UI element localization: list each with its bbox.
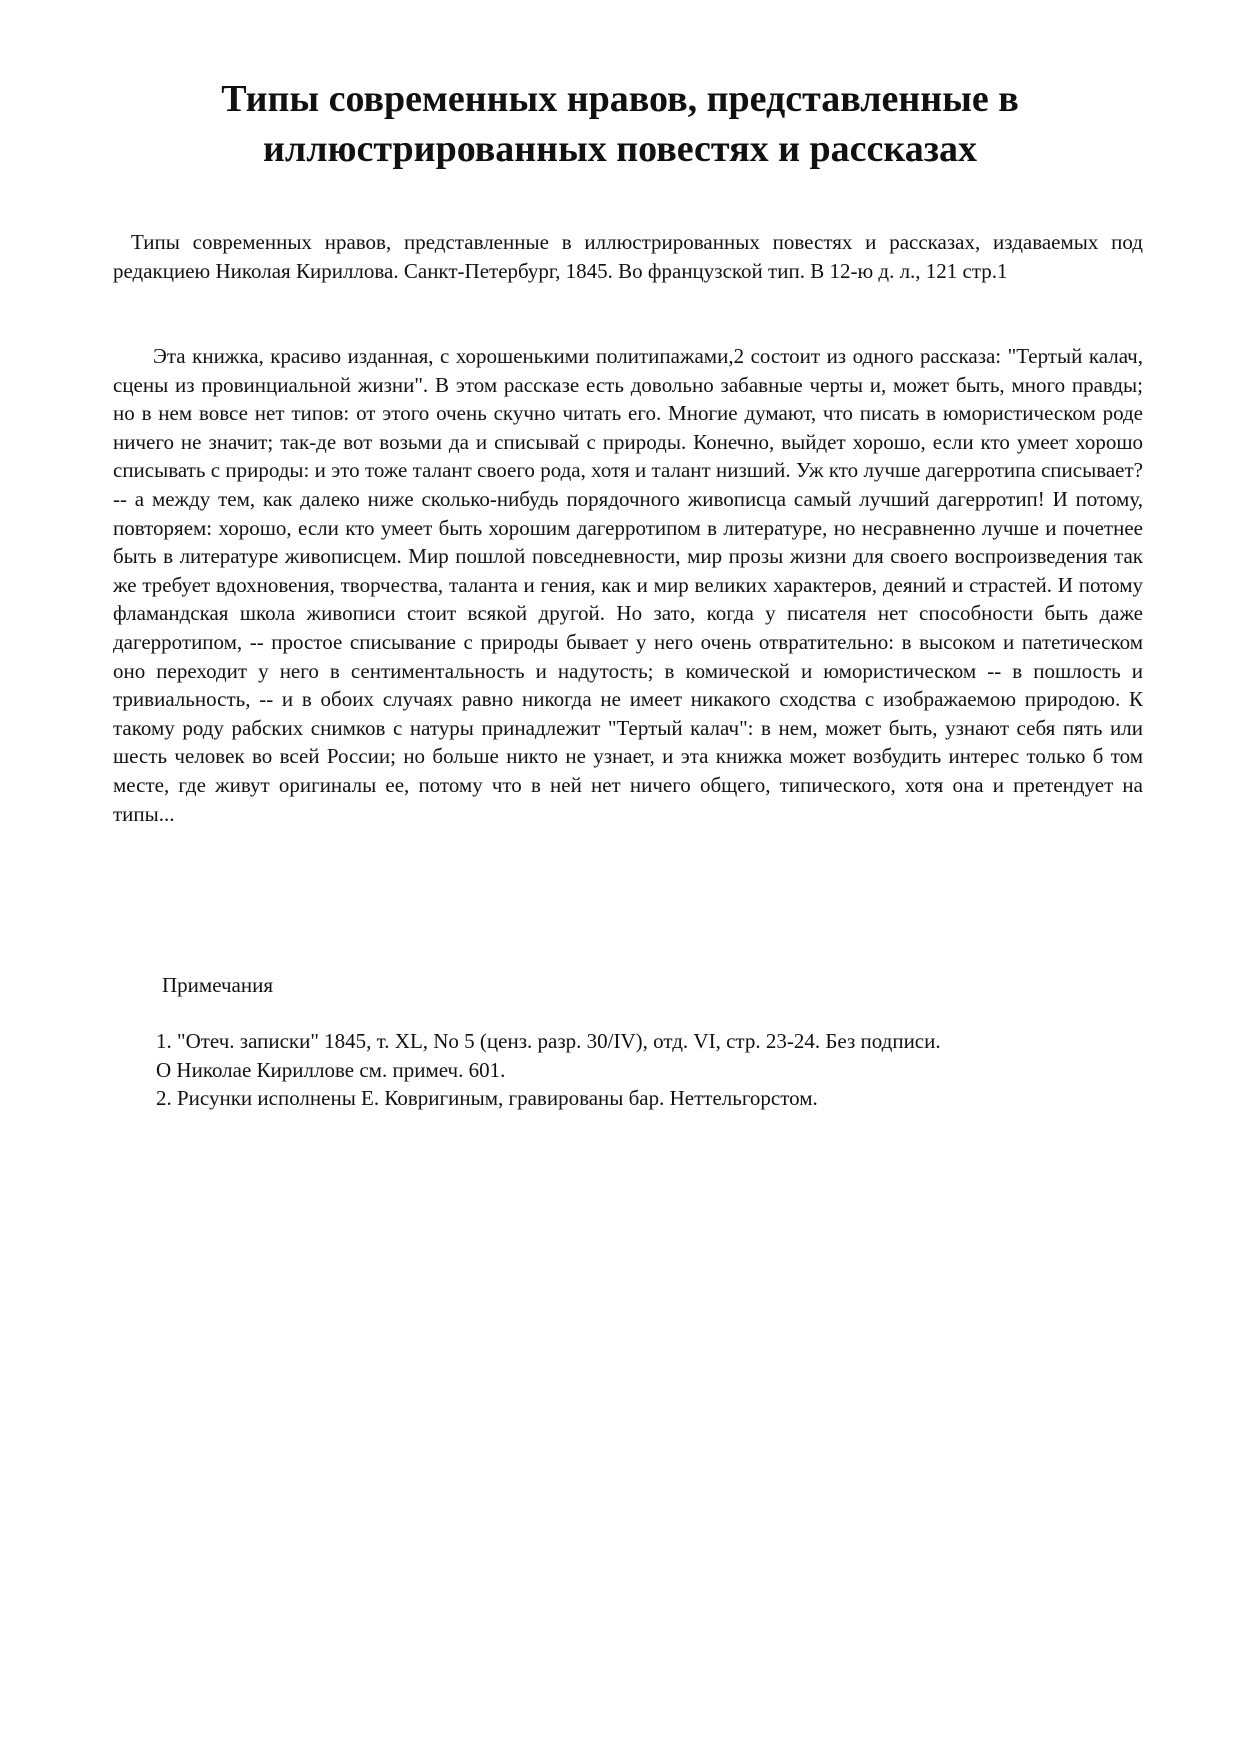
note-item: 2. Рисунки исполнены Е. Ковригиным, гравированы бар. Неттельгорстом. xyxy=(156,1086,818,1111)
review-text: Эта книжка, красиво изданная, с хорошенькими политипажами,2 состоит из одного рассказа: "Тертый калач, сцены из провинциальной жизни". В этом рассказе есть довольно забавные черты и, может быть, много правды; но в нем вовсе нет типов: от этого очень скучно читать его. Многие думают, что писать в юмористическом роде ничего не значит; так-де вот возьми да и списывай с природы. Конечно, выйдет хорошо, если кто умеет хорошо списывать с природы: и это тоже талант своего рода, хотя и талант низший. Уж кто лучше дагерротипа списывает? -- а между тем, как далеко ниже сколько-нибудь порядочного живописца самый лучший дагерротип! И потому, повторяем: хорошо, если кто умеет быть хорошим дагерротипом в литературе, но несравненно лучше и почетнее быть в литературе живописцем. Мир пошлой повседневности, мир прозы жизни для своего воспроизведения так же требует вдохновения, творчества, таланта и гения, как и мир великих характеров, деяний и страстей. И потому фламандская школа живописи стоит всякой другой. Но зато, когда у писателя нет способности быть даже дагерротипом, -- простое списывание с природы бывает у него очень отвратительно: в высоком и патетическом оно переходит у него в сентиментальность и надутость; в комической и юмористическом -- в пошлость и тривиальность, -- и в обоих случаях равно никогда не имеет никакого сходства с изображаемою природою. К такому роду рабских снимков с натуры принадлежит "Тертый калач": в нем, может быть, узнают себя пять или шесть человек во всей России; но больше никто не узнает, и эта книжка может возбудить интерес только б том месте, где живут оригиналы ее, потому что в ней нет ничего общего, типического, хотя она и претендует на типы... xyxy=(113,344,1143,826)
bibliographic-entry: Типы современных нравов, представленные в иллюстрированных повестях и рассказах, издаваемых под редакциею Николая Кириллова. Санкт-Петербург, 1845. Во французской тип. В 12-ю д. л., 121 стр.1 xyxy=(113,230,1143,283)
notes-list xyxy=(156,1027,1116,1113)
page-title: Типы современных нравов, представленные в иллюстрированных повестях и рассказах xyxy=(221,78,1019,170)
note-item: 1. "Отеч. записки" 1845, т. XL, No 5 (ценз. разр. 30/IV), отд. VI, стр. 23-24. Без подписи. xyxy=(156,1029,941,1053)
notes-heading: Примечания xyxy=(162,973,274,997)
note-item: О Николае Кириллове см. примеч. 601. xyxy=(156,1057,506,1082)
